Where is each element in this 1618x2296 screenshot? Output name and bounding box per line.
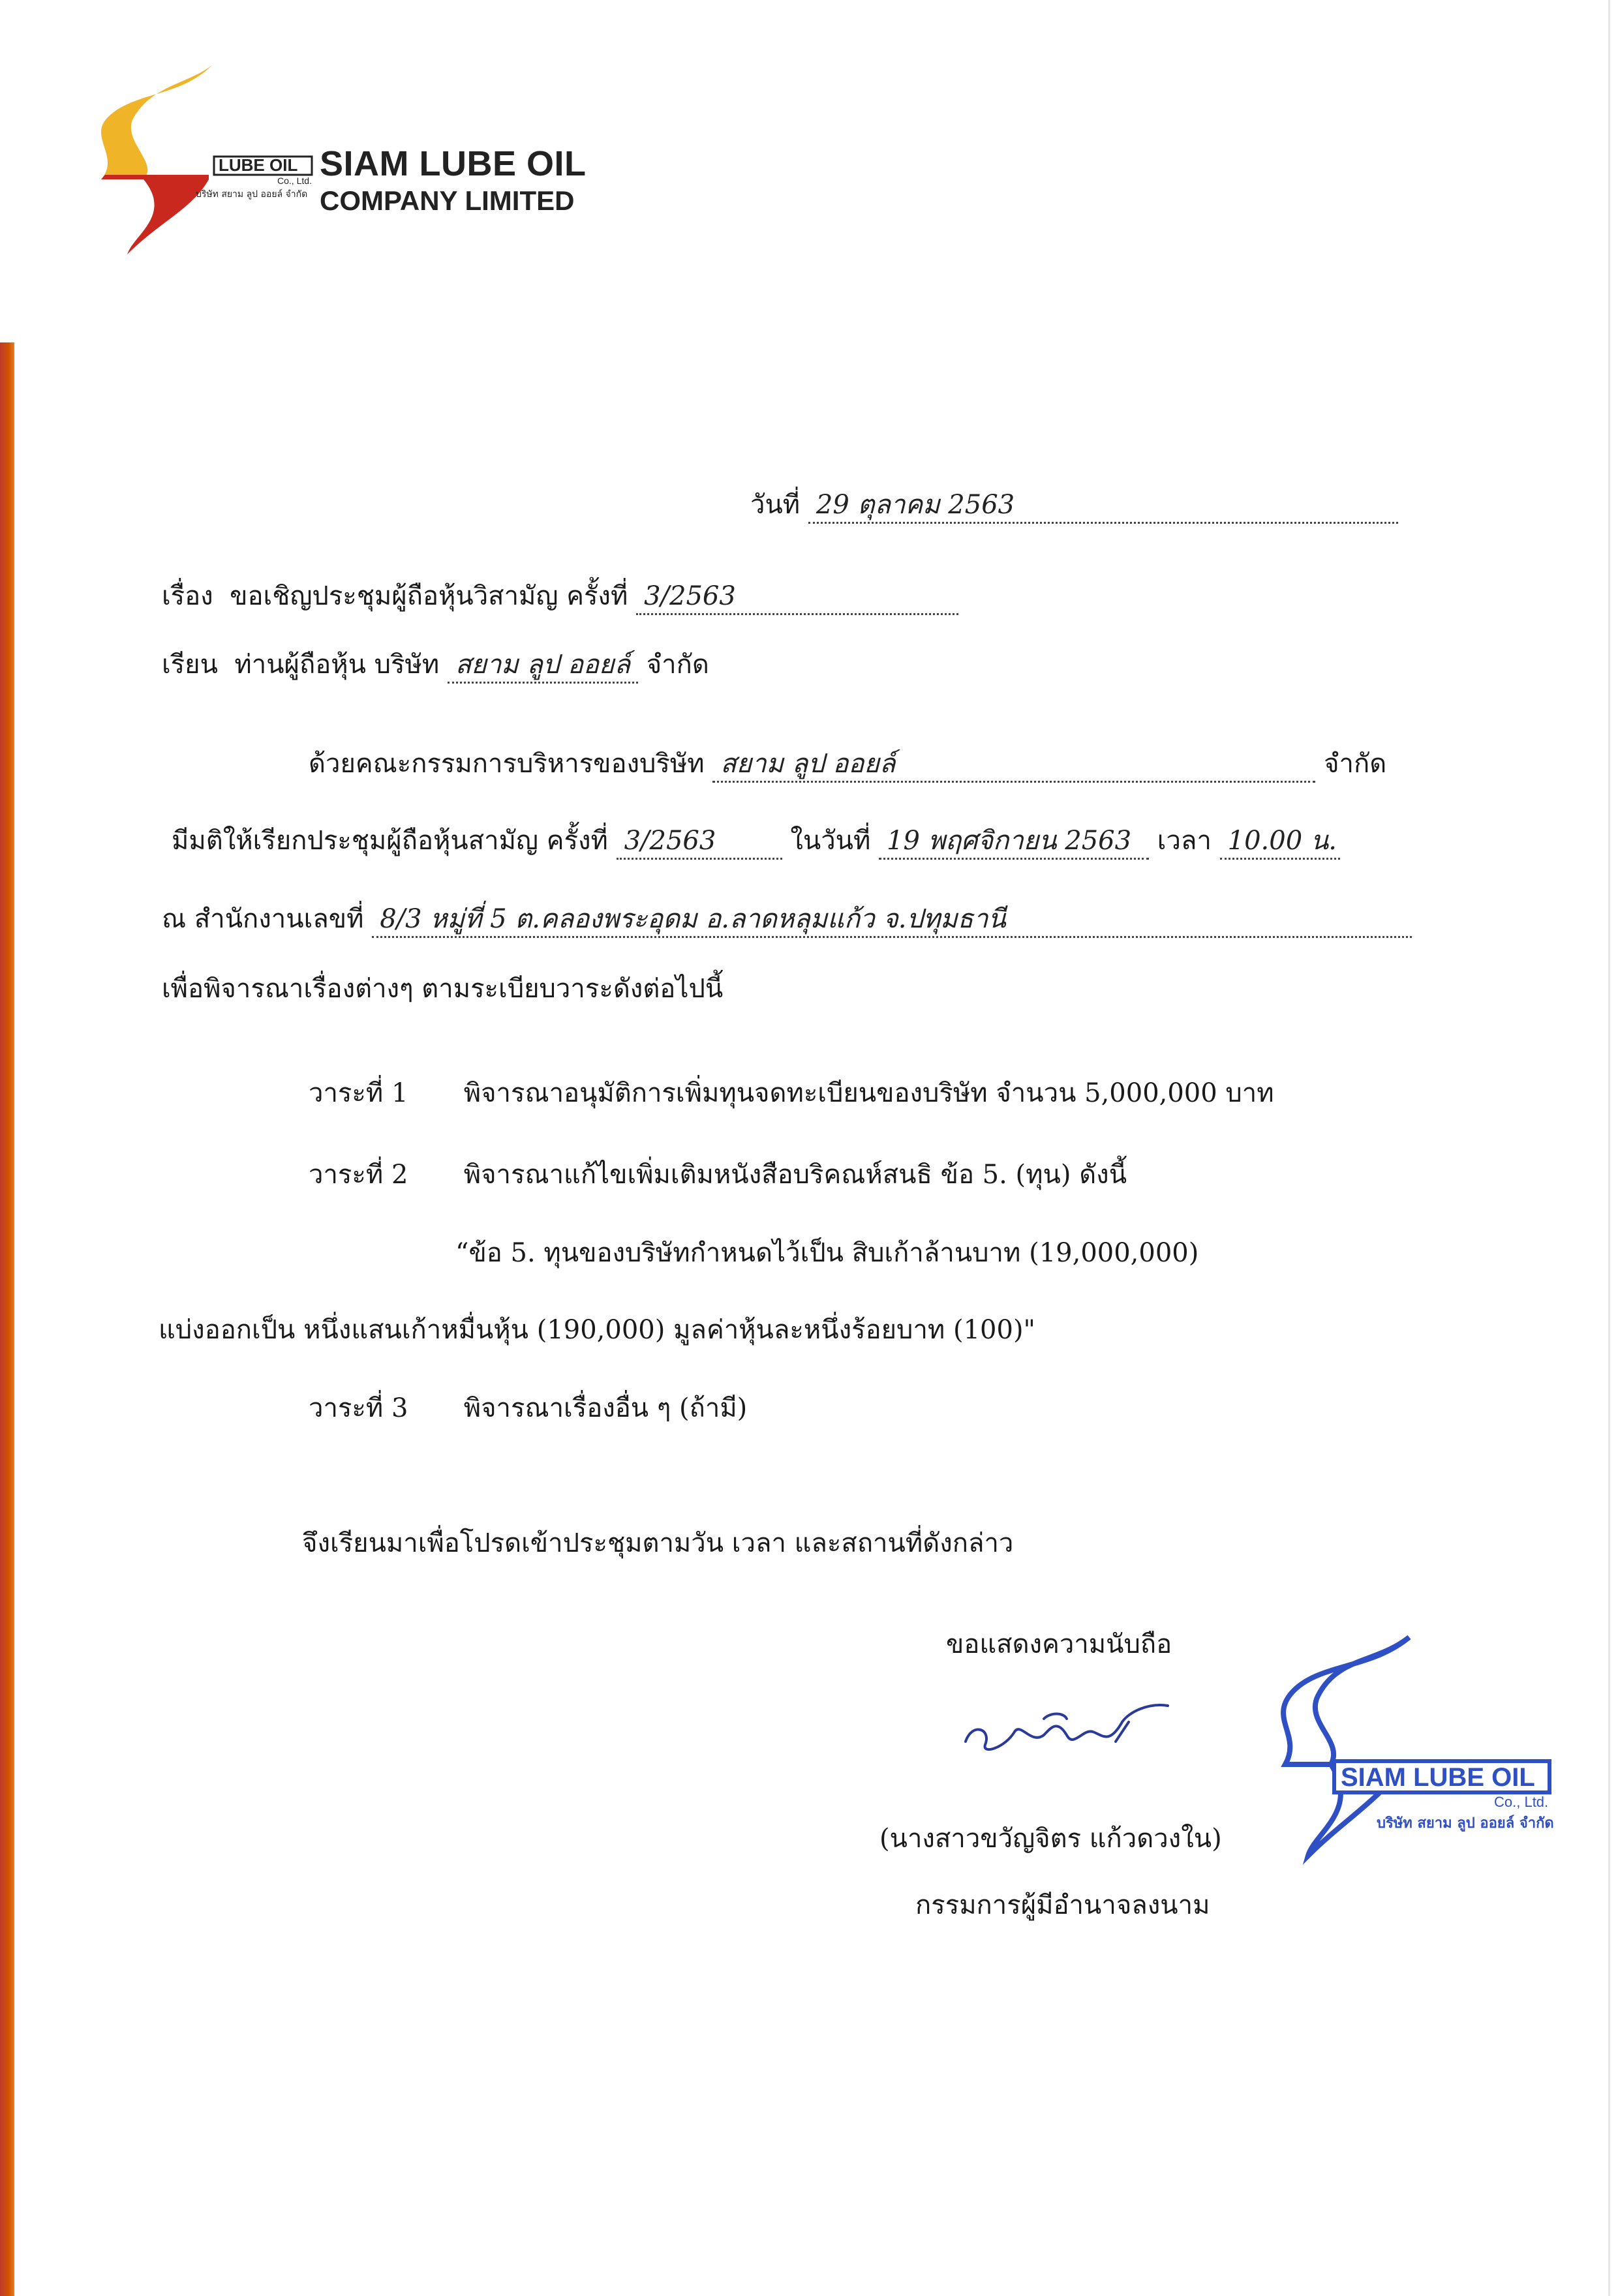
- company-name-line1: SIAM LUBE OIL: [320, 144, 587, 183]
- stamp-text-en: SIAM LUBE OIL: [1341, 1763, 1535, 1792]
- p1-prefix: ด้วยคณะกรรมการบริหารของบริษัท: [309, 749, 705, 779]
- agenda-item-2: [309, 1158, 1127, 1192]
- quote-line2: แบ่งออกเป็น หนึ่งแสนเก้าหมื่นหุ้น (190,000) มูลค่าหุ้นละหนึ่งร้อยบาท (100)": [159, 1315, 1035, 1345]
- p1-suffix: จำกัด: [1324, 749, 1387, 779]
- p3-prefix: ณ สำนักงานเลขที่: [162, 904, 364, 934]
- company-logo: [62, 59, 349, 267]
- p3-address: 8/3 หมู่ที่ 5 ต.คลองพระอุดม อ.ลาดหลุมแก้ว จ.ปทุมธานี: [372, 902, 1412, 938]
- company-name: [320, 144, 587, 218]
- agenda-1-label: วาระที่ 1: [309, 1078, 408, 1108]
- p2-date-label: ในวันที่: [790, 826, 871, 856]
- to-value: สยาม ลูป ออยล์: [448, 648, 638, 684]
- subject-label: เรื่อง: [162, 581, 213, 611]
- left-margin-bar: [0, 342, 14, 2296]
- p2-time: 10.00 น.: [1220, 824, 1340, 860]
- logo-text-th: บริษัท สยาม ลูป ออยล์ จำกัด: [196, 189, 308, 200]
- to-line: [162, 648, 709, 684]
- quote-line1: “ข้อ 5. ทุนของบริษัทกำหนดไว้เป็น สิบเก้าล้านบาท (19,000,000): [455, 1238, 1199, 1268]
- to-suffix: จำกัด: [646, 650, 709, 680]
- closing-text: จึงเรียนมาเพื่อโปรดเข้าประชุมตามวัน เวลา และสถานที่ดังกล่าว: [302, 1528, 1014, 1558]
- page-edge: [1608, 0, 1610, 2296]
- p2-time-label: เวลา: [1157, 826, 1212, 856]
- company-stamp: [1240, 1624, 1579, 1885]
- regards-text: ขอแสดงความนับถือ: [946, 1629, 1172, 1659]
- logo-text-co: Co., Ltd.: [277, 175, 312, 186]
- p2-no: 3/2563: [617, 824, 782, 860]
- agenda-item-3: [309, 1391, 747, 1425]
- agenda-item-1: [309, 1076, 1274, 1110]
- date-line: [750, 488, 1398, 524]
- company-name-line2: COMPANY LIMITED: [320, 185, 575, 216]
- subject-text: ขอเชิญประชุมผู้ถือหุ้นวิสามัญ ครั้งที่: [230, 581, 628, 611]
- stamp-text-co: Co., Ltd.: [1494, 1794, 1549, 1810]
- signatory-name: (นางสาวขวัญจิตร แก้วดวงใน): [879, 1824, 1222, 1854]
- logo-text-en: LUBE OIL: [219, 155, 298, 175]
- body-p3: [162, 902, 1412, 938]
- body-p4: เพื่อพิจารณาเรื่องต่างๆ ตามระเบียบวาระดังต่อไปนี้: [162, 974, 724, 1004]
- p1-company: สยาม ลูป ออยล์: [712, 747, 1315, 783]
- p2-date: 19 พฤศจิกายน 2563: [879, 824, 1149, 860]
- p2-prefix: มีมติให้เรียกประชุมผู้ถือหุ้นสามัญ ครั้งที่: [172, 826, 608, 856]
- to-label: เรียน: [162, 650, 218, 680]
- body-p2: [172, 824, 1340, 860]
- handwritten-signature: [953, 1683, 1200, 1774]
- agenda-2-text: พิจารณาแก้ไขเพิ่มเติมหนังสือบริคณห์สนธิ ข้อ 5. (ทุน) ดังนี้: [463, 1160, 1127, 1190]
- agenda-3-label: วาระที่ 3: [309, 1393, 408, 1423]
- agenda-2-label: วาระที่ 2: [309, 1160, 408, 1190]
- subject-value: 3/2563: [636, 579, 958, 615]
- stamp-text-th: บริษัท สยาม ลูป ออยล์ จำกัด: [1377, 1815, 1554, 1832]
- to-text: ท่านผู้ถือหุ้น บริษัท: [234, 650, 440, 680]
- subject-line: [162, 579, 958, 615]
- signatory-title: กรรมการผู้มีอำนาจลงนาม: [915, 1890, 1210, 1920]
- date-value: 29 ตุลาคม 2563: [808, 488, 1398, 524]
- agenda-1-text: พิจารณาอนุมัติการเพิ่มทุนจดทะเบียนของบริษัท จำนวน 5,000,000 บาท: [463, 1078, 1274, 1108]
- body-p1: [309, 747, 1386, 783]
- agenda-3-text: พิจารณาเรื่องอื่น ๆ (ถ้ามี): [463, 1393, 748, 1423]
- date-label: วันที่: [750, 490, 801, 520]
